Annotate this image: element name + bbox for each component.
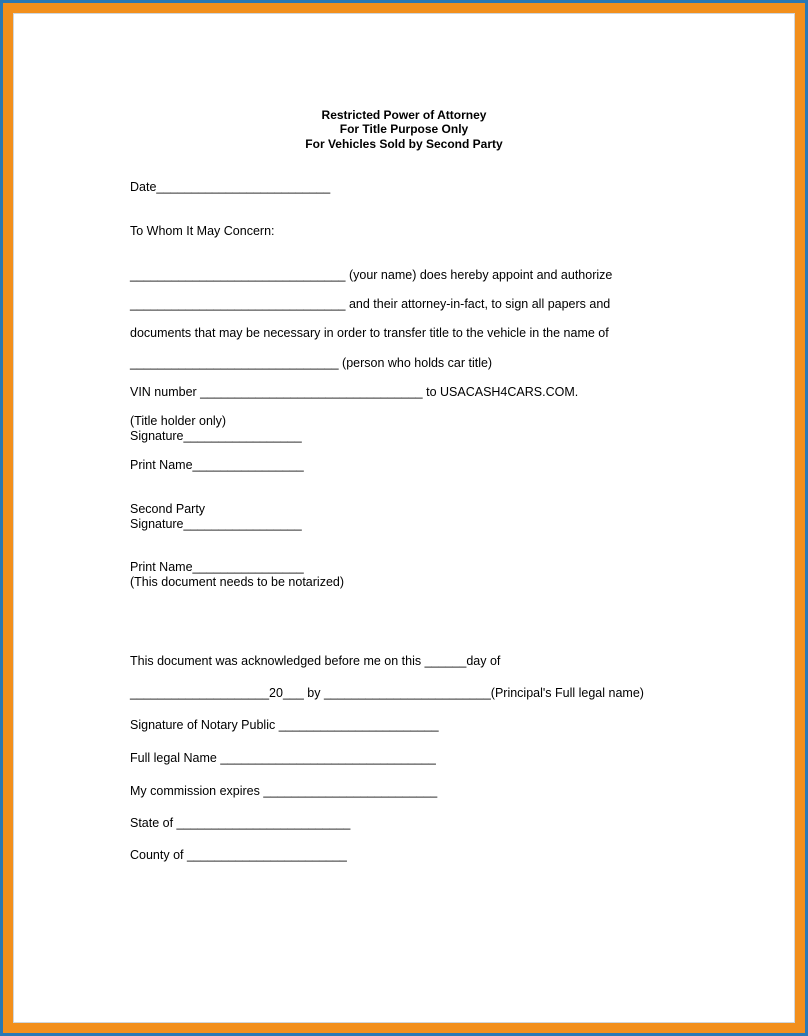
commission-expires-field: My commission expires _________________________	[130, 784, 438, 798]
county-field: County of _______________________	[130, 848, 347, 862]
title-holder-line: ______________________________ (person who holds car title)	[130, 356, 493, 370]
attorney-line: _______________________________ and their attorney-in-fact, to sign all papers and	[130, 297, 611, 311]
doc-title-line-2: For Title Purpose Only	[339, 122, 469, 136]
doc-title-line-3: For Vehicles Sold by Second Party	[305, 137, 503, 151]
full-legal-name-field: Full legal Name _______________________________	[130, 751, 436, 765]
notary-signature-field: Signature of Notary Public _______________________	[130, 718, 439, 732]
signature-1-field: Signature_________________	[130, 429, 302, 443]
second-party-label: Second Party	[130, 502, 206, 516]
title-holder-label: (Title holder only)	[130, 414, 227, 428]
acknowledgement-line-2: ____________________20___ by ________________________(Principal's Full legal name)	[130, 686, 644, 700]
salutation: To Whom It May Concern:	[130, 224, 275, 238]
acknowledgement-line: This document was acknowledged before me on this ______day of	[130, 654, 501, 668]
notarized-note: (This document needs to be notarized)	[130, 575, 345, 589]
print-name-2-field: Print Name________________	[130, 560, 304, 574]
print-name-1-field: Print Name________________	[130, 458, 304, 472]
appointer-line: _______________________________ (your name) does hereby appoint and authorize	[130, 268, 613, 282]
documents-line: documents that may be necessary in order to transfer title to the vehicle in the name of	[130, 326, 609, 340]
doc-title-line-1: Restricted Power of Attorney	[321, 108, 487, 122]
signature-2-field: Signature_________________	[130, 517, 302, 531]
vin-line: VIN number ________________________________ to USACASH4CARS.COM.	[130, 385, 579, 399]
state-field: State of _________________________	[130, 816, 351, 830]
date-field: Date_________________________	[130, 180, 331, 194]
